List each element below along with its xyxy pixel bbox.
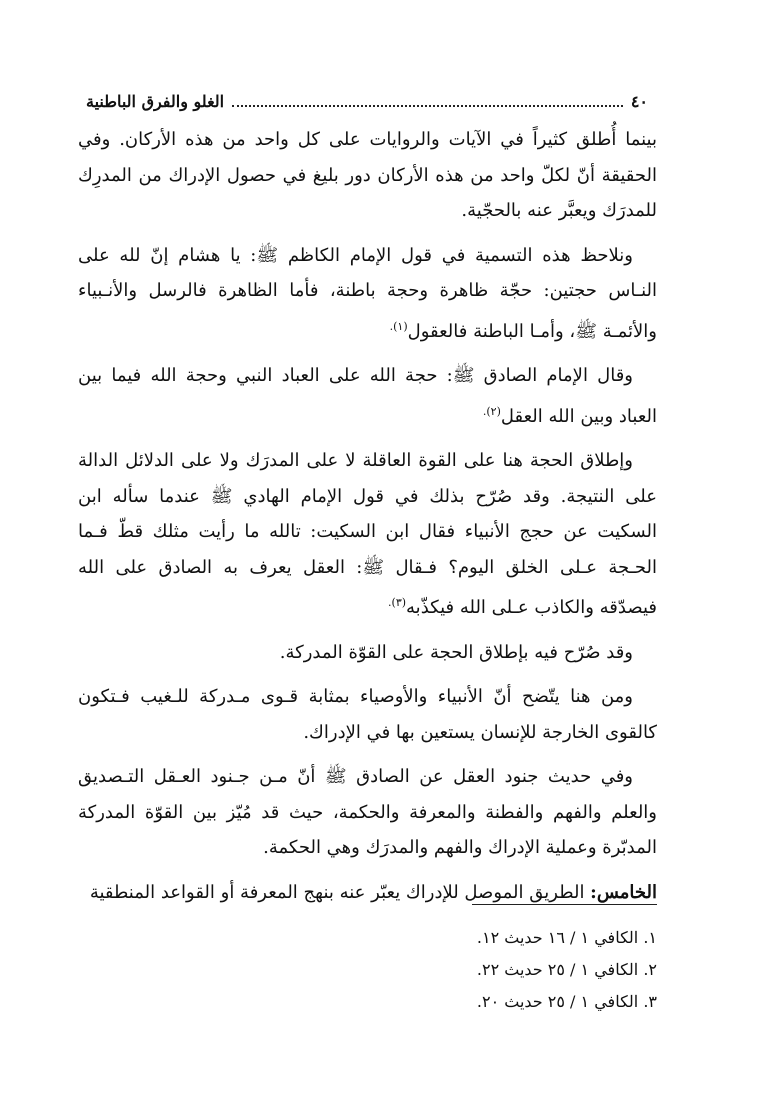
footnotes xyxy=(78,922,657,1018)
paragraph: وقد صُرّح فيه بإطلاق الحجة على القوّة المدركة. xyxy=(279,641,633,663)
page-number: ٤٠ xyxy=(630,91,648,111)
header-dotted-leader xyxy=(232,95,623,107)
paragraph: ونلاحظ هذه التسمية في قول الإمام الكاظم ﷺ: يا هشام إنّ لله على النـاس حجتين: حجّة ظاهرة وحجة باطنة، فأما الظاهرة فالرسل والأنـبياء والأئمـة ﷺ، وأمـا الباطنة فالعقول$^{(١).}$ xyxy=(78,244,657,342)
paragraph: وإطلاق الحجة هنا على القوة العاقلة لا على المدرَك ولا على الدلائل الدالة على النتيجة. وقد صُرّح بذلك في قول الإمام الهادي ﷺ عندما سأله ابن السكيت عن حجج الأنبياء فقال ابن السكيت: تالله ما رأيت مثلك قطّ فـما الحـجة عـلى الخلق اليوم؟ فـقال ﷺ: العقل يعرف به الصادق على الله فيصدّقه والكاذب عـلى الله فيكذّبه$^{(٣).}$ xyxy=(78,450,657,618)
footnote-ref: (١). xyxy=(389,319,408,333)
paragraph: وقال الإمام الصادق ﷺ: حجة الله على العباد النبي وحجة الله فيما بين العباد وبين الله العقل$^{(٢).}$ xyxy=(78,365,657,427)
paragraph: الخامس: الطريق الموصل للإدراك يعبّر عنه بنهج المعرفة أو القواعد المنطقية xyxy=(89,881,657,903)
footnote-item: ٣. الكافي ١ / ٢٥ حديث ٢٠. xyxy=(476,992,657,1011)
section-lead: الخامس: xyxy=(590,881,657,903)
footnote-ref: (٢). xyxy=(482,404,501,418)
running-title: الغلو والفرق الباطنية xyxy=(86,91,225,111)
paragraph: ومن هنا يتّضح أنّ الأنبياء والأوصياء بمثابة قـوى مـدركة للـغيب فـتكون كالقوى الخارجة للإنسان يستعين بها في الإدراك. xyxy=(78,686,657,743)
body-text xyxy=(78,122,657,919)
footnote-item: ١. الكافي ١ / ١٦ حديث ١٢. xyxy=(476,928,657,947)
paragraph: وفي حديث جنود العقل عن الصادق ﷺ أنّ مـن جـنود العـقل التـصديق والعلم والفهم والفطنة والمعرفة والحكمة، حيث قد مُيّز بين القوّة المدركة المدبّرة وعملية الإدراك والفهم والمدرَك وهي الحكمة. xyxy=(78,766,657,858)
running-header xyxy=(86,90,648,112)
footnote-item: ٢. الكافي ١ / ٢٥ حديث ٢٢. xyxy=(476,960,657,979)
paragraph: بينما أُطلق كثيراً في الآيات والروايات على كل واحد من هذه الأركان. وفي الحقيقة أنّ لكلّ واحد من هذه الأركان دور بليغ في حصول الإدراك من المدرِك للمدرَك ويعبَّر عنه بالحجّية. xyxy=(78,129,657,221)
footnote-ref: (٣). xyxy=(388,596,407,609)
footnote-separator xyxy=(472,904,657,905)
